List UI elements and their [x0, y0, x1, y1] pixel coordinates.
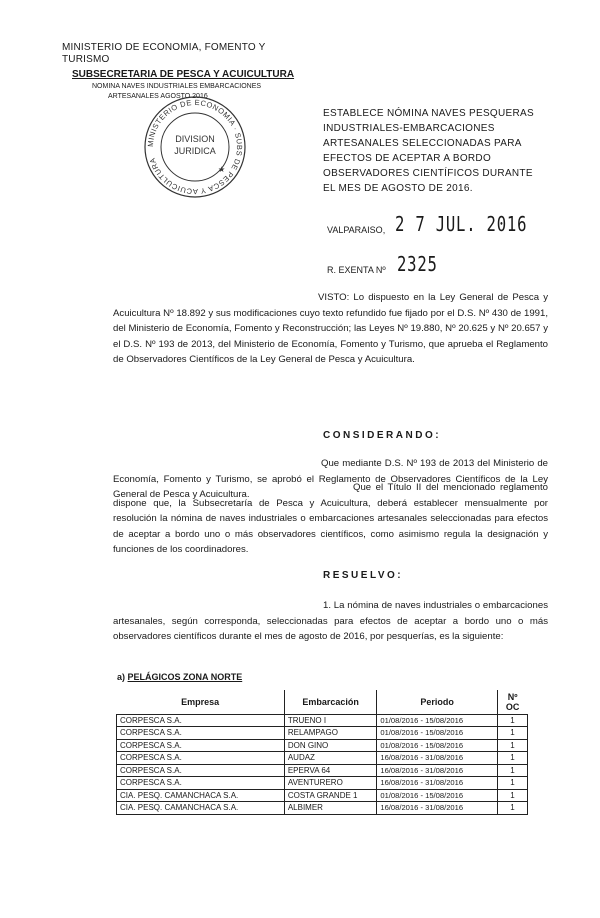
cell-periodo: 01/08/2016 - 15/08/2016 — [377, 739, 498, 752]
cell-embarcacion: RELAMPAGO — [284, 727, 377, 740]
cell-empresa: CORPESCA S.A. — [117, 764, 285, 777]
juridical-division-stamp — [140, 92, 250, 202]
resuelvo-paragraph-1: 1. La nómina de naves industriales o embarcaciones artesanales, según corresponda, seleccionadas para efectos de aceptar a bordo uno o más observadores científicos durante el mes de agosto de 2016, por pesquerías, es la siguiente: — [113, 600, 548, 642]
resolution-label: R. EXENTA Nº — [327, 265, 386, 275]
cell-embarcacion: ALBIMER — [284, 802, 377, 815]
considerando-paragraph-1: Que mediante D.S. Nº 193 de 2013 del Ministerio de Economía, Fomento y Turismo, se aprobó el Reglamento de Observadores Científicos de la Ley General de Pesca y Acuicultura. — [113, 458, 548, 500]
cell-oc: 1 — [497, 727, 527, 740]
section-heading — [117, 672, 242, 682]
cell-periodo: 01/08/2016 - 15/08/2016 — [377, 727, 498, 740]
resolution-number: 2325 — [397, 252, 438, 276]
cell-periodo: 01/08/2016 - 15/08/2016 — [377, 789, 498, 802]
considerando-paragraph-2: Que el Título II del mencionado reglamento dispone que, la Subsecretaría de Pesca y Acuicultura, deberá establecer mensualmente por resolución la nómina de naves industriales o embarcaciones artesanales seleccionadas para efectos de aceptar a bordo uno o más observadores científicos, como asimismo regula la designación y funciones de los coordinadores. — [113, 482, 548, 555]
handwritten-date: 2 7 JUL. 2016 — [395, 212, 528, 236]
table-row — [117, 777, 528, 790]
cell-empresa: CIA. PESQ. CAMANCHACA S.A. — [117, 789, 285, 802]
cell-empresa: CORPESCA S.A. — [117, 752, 285, 765]
cell-embarcacion: DON GINO — [284, 739, 377, 752]
cell-periodo: 16/08/2016 - 31/08/2016 — [377, 802, 498, 815]
table-row — [117, 714, 528, 727]
table-row — [117, 764, 528, 777]
column-header-periodo: Periodo — [377, 690, 498, 714]
section-title: PELÁGICOS ZONA NORTE — [127, 672, 243, 682]
cell-embarcacion: AUDAZ — [284, 752, 377, 765]
cell-empresa: CORPESCA S.A. — [117, 714, 285, 727]
cell-empresa: CIA. PESQ. CAMANCHACA S.A. — [117, 802, 285, 815]
table-header-row — [117, 690, 528, 714]
column-header-embarcacion: Embarcación — [284, 690, 377, 714]
cell-periodo: 16/08/2016 - 31/08/2016 — [377, 764, 498, 777]
cell-oc: 1 — [497, 752, 527, 765]
stamp-ring-text: MINISTERIO DE ECONOMIA · SUBS DE PESCA Y ACUICULTURA — [145, 97, 245, 197]
cell-oc: 1 — [497, 739, 527, 752]
cell-periodo: 16/08/2016 - 31/08/2016 — [377, 777, 498, 790]
cell-embarcacion: AVENTURERO — [284, 777, 377, 790]
undersecretary-name: SUBSECRETARIA DE PESCA Y ACUICULTURA — [72, 69, 295, 80]
stamp-center-line-2: JURIDICA — [174, 146, 216, 156]
visto-paragraph: VISTO: Lo dispuesto en la Ley General de Pesca y Acuicultura Nº 18.892 y sus modificaciones cuyo texto refundido fue fijado por el D.S. Nº 430 de 1991, del Ministerio de Economía, Fomento y Reconstrucción; las Leyes Nº 19.880, Nº 20.625 y Nº 20.657 y el D.S. Nº 193 de 2013, del Ministerio de Economía, Fomento y Turismo, que aprueba el Reglamento de Observadores Científicos de la Ley General de Pesca y Acuicultura. — [113, 292, 548, 365]
section-letter: a) — [117, 672, 126, 682]
star-icon: ★ — [218, 165, 226, 174]
cell-oc: 1 — [497, 777, 527, 790]
table-row — [117, 789, 528, 802]
cell-embarcacion: TRUENO I — [284, 714, 377, 727]
vessel-table — [116, 690, 528, 815]
table-row — [117, 739, 528, 752]
column-header-oc: Nº OC — [497, 690, 527, 714]
document-subject-line: NOMINA NAVES INDUSTRIALES EMBARCACIONES — [92, 83, 262, 90]
cell-oc: 1 — [497, 764, 527, 777]
column-header-empresa: Empresa — [117, 690, 285, 714]
table-row — [117, 727, 528, 740]
document-subject-line-2: ARTESANALES AGOSTO 2016 — [108, 93, 208, 100]
resuelvo-heading: RESUELVO: — [323, 570, 404, 581]
resolution-title: ESTABLECE NÓMINA NAVES PESQUERAS INDUSTRIALES-EMBARCACIONES ARTESANALES SELECCIONADAS PARA EFECTOS DE ACEPTAR A BORDO OBSERVADORES CIENTÍFICOS DURANTE EL MES DE AGOSTO DE 2016. — [323, 108, 534, 194]
cell-embarcacion: COSTA GRANDE 1 — [284, 789, 377, 802]
cell-oc: 1 — [497, 802, 527, 815]
stamp-center-line-1: DIVISION — [175, 134, 215, 144]
cell-empresa: CORPESCA S.A. — [117, 739, 285, 752]
cell-periodo: 01/08/2016 - 15/08/2016 — [377, 714, 498, 727]
cell-embarcacion: EPERVA 64 — [284, 764, 377, 777]
cell-periodo: 16/08/2016 - 31/08/2016 — [377, 752, 498, 765]
cell-empresa: CORPESCA S.A. — [117, 727, 285, 740]
considerando-heading: CONSIDERANDO: — [323, 430, 442, 441]
place-label: VALPARAISO, — [327, 225, 386, 235]
ministry-name: MINISTERIO DE ECONOMIA, FOMENTO Y TURISMO — [62, 42, 266, 65]
cell-oc: 1 — [497, 714, 527, 727]
table-row — [117, 802, 528, 815]
cell-oc: 1 — [497, 789, 527, 802]
cell-empresa: CORPESCA S.A. — [117, 777, 285, 790]
table-row — [117, 752, 528, 765]
